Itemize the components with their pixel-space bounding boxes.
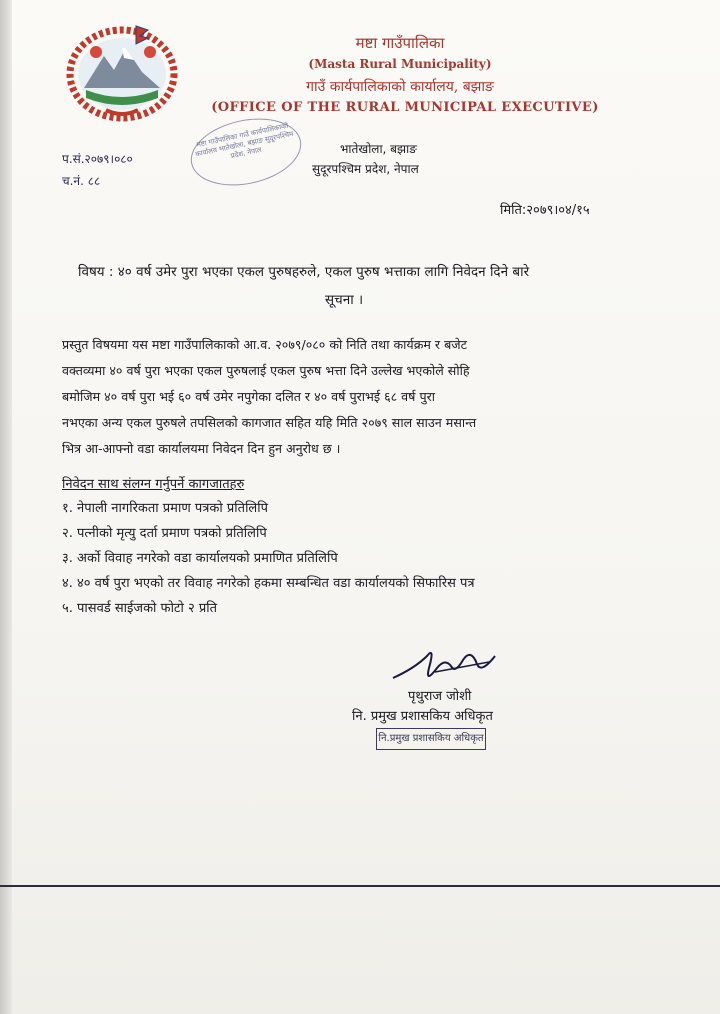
attachment-item: ५. पासवर्ड साईजको फोटो २ प्रति (62, 601, 218, 616)
page-edge-shadow (0, 0, 12, 1014)
office-address-line2: सुदूरपश्चिम प्रदेश, नेपाल (312, 162, 419, 176)
municipality-name-nepali: मष्टा गाउँपालिका (355, 34, 445, 52)
body-line: बमोजिम ४० वर्ष पुरा भई ६० वर्ष उमेर नपुगेका दलित र ४० वर्ष पुराभई ६८ वर्ष पुरा (62, 389, 436, 404)
body-line: नभएका अन्य एकल पुरुषले तपसिलको कागजात सहित यहि मिति २०७९ साल साउन मसान्त (62, 415, 477, 430)
chalani-number: च.नं. ८८ (62, 174, 101, 188)
office-address-line1: भातेखोला, बझाङ (340, 142, 417, 156)
body-line: वक्तव्यमा ४० वर्ष पुरा भएका एकल पुरुषलाई एकल पुरुष भत्ता दिने उल्लेख भएकोले सोहि (62, 363, 470, 378)
letter-date: मिति:२०७९।०४/१५ (500, 203, 590, 218)
nepal-emblem-icon (62, 18, 182, 123)
attachment-item: ३. अर्को विवाह नगरेको वडा कार्यालयको प्रमाणित प्रतिलिपि (62, 551, 338, 566)
patra-sankhya: प.सं.२०७९।०८० (62, 152, 133, 166)
subject-line-2: सूचना । (325, 292, 364, 308)
subject-line-1: विषय : ४० वर्ष उमेर पुरा भएका एकल पुरुषहरुले, एकल पुरुष भत्ताका लागि निवेदन दिने बारे (78, 264, 530, 280)
footer-rule (0, 885, 720, 887)
attachment-item: २. पत्नीको मृत्यु दर्ता प्रमाण पत्रको प्रतिलिपि (62, 526, 267, 541)
body-line: प्रस्तुत विषयमा यस मष्टा गाउँपालिकाको आ.व. २०७९/०८० को निति तथा कार्यक्रम र बजेट (62, 337, 467, 352)
office-name-english: (OFFICE OF THE RURAL MUNICIPAL EXECUTIVE) (211, 100, 599, 115)
signatory-title: नि. प्रमुख प्रशासकिय अधिकृत (352, 709, 493, 724)
office-name-nepali: गाउँ कार्यपालिकाको कार्यालय, बझाङ (306, 79, 494, 95)
office-stamp: मष्टा गाउँपालिका गाउँ कार्यपालिकाको कार्यालय भातेखोला, बझाङ सुदूरपश्चिम प्रदेश, नेपाल (185, 109, 308, 195)
attachment-item: ४. ४० वर्ष पुरा भएको तर विवाह नगरेको हकमा सम्बन्धित वडा कार्यालयको सिफारिस पत्र (62, 576, 475, 591)
attachment-item: १. नेपाली नागरिकता प्रमाण पत्रको प्रतिलिपि (62, 501, 269, 516)
designation-seal: नि.प्रमुख प्रशासकिय अधिकृत (376, 728, 486, 750)
municipality-name-english: (Masta Rural Municipality) (308, 57, 492, 71)
attachments-heading: निवेदन साथ संलग्न गर्नुपर्ने कागजातहरु (62, 477, 245, 492)
handwritten-signature (385, 638, 505, 693)
signatory-name: पृथुराज जोशी (408, 689, 472, 704)
body-line: भित्र आ-आफ्नो वडा कार्यालयमा निवेदन दिन हुन अनुरोध छ । (62, 441, 341, 456)
